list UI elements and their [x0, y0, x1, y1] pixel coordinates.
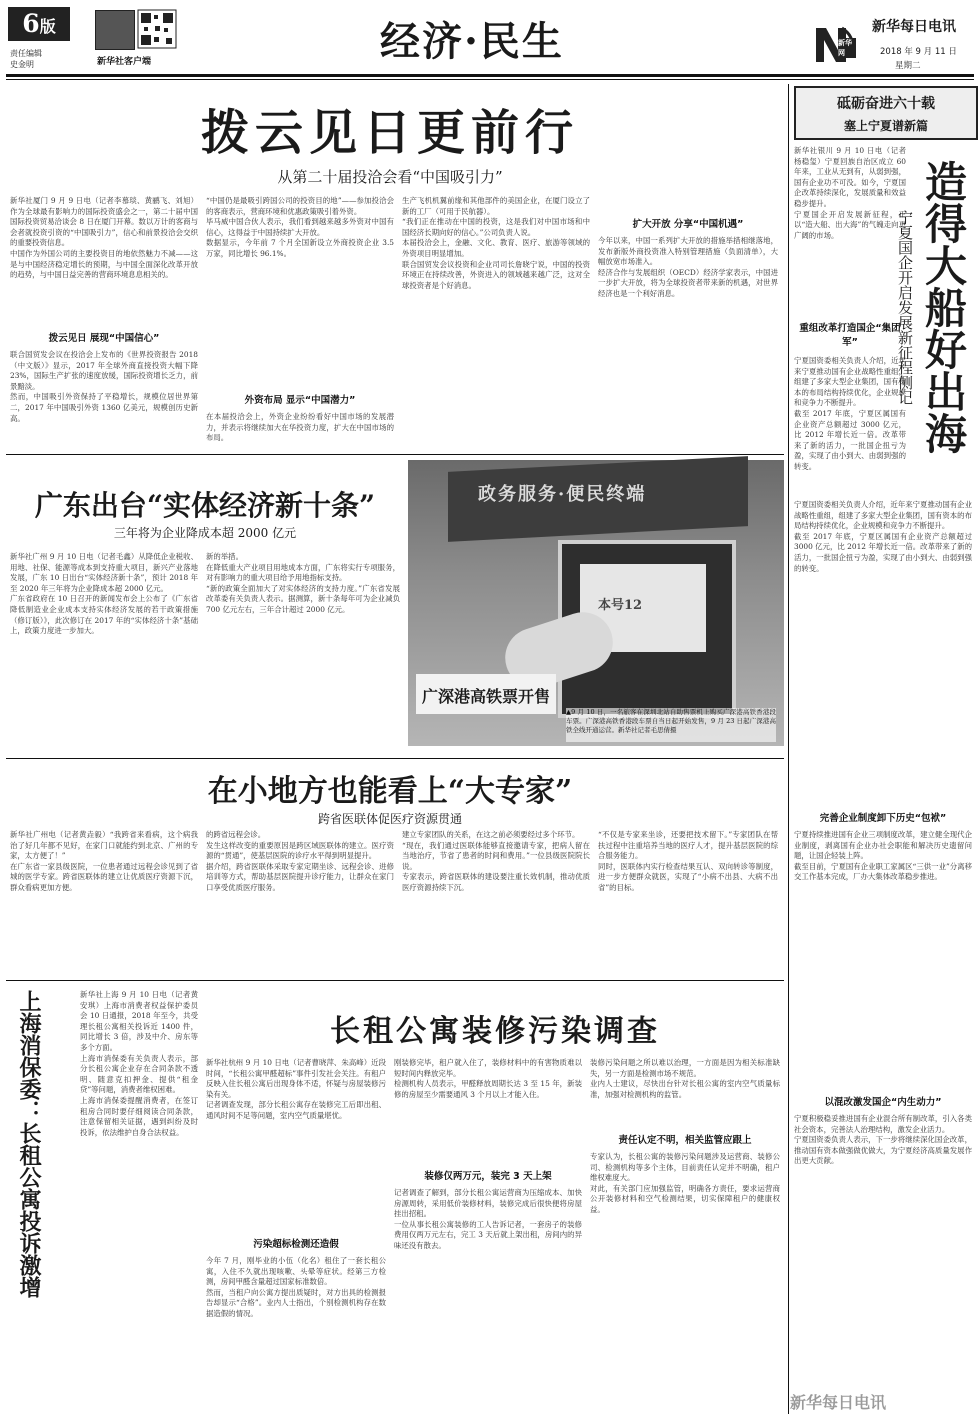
- masthead-rule-thin: [6, 79, 974, 80]
- article4-side-title: 上海消保委：长租公寓投诉激增: [16, 990, 42, 1298]
- photo-caption: ▲9 月 10 日，一名旅客在深圳北站自助售票机上购买广深港高铁香港段车票。广深港高铁香港段车票自当日起开始发售，9 月 23 日起广深港高铁全线开通运营。新华社记者毛思倩摄: [566, 708, 776, 742]
- article3-bottom-rule: [6, 980, 784, 981]
- article3-title: 在小地方也能看上“大专家”: [207, 774, 573, 809]
- page-suffix: 版: [39, 17, 56, 36]
- article1-col4-heading: 扩大开放 分享“中国机遇”: [632, 219, 744, 230]
- section-title: 经济·民生: [380, 18, 564, 65]
- editor-label: 责任编辑: [10, 49, 42, 58]
- article2-col2-text: 新的举措。 在降低重大产业项目用地成本方面，广东将实行专项服务，对有影响力的重大项目给予用地指标支持。 “新的政策全面加大了对实体经济的支持力度。”广东省发展改革委有关负责人表示。据测算，新十条每年可为企业减负 700 亿元左右，三年合计超过 2000 亿元。: [206, 552, 400, 614]
- article4-side-text: 新华社上海 9 月 10 日电（记者黄安琪）上海市消费者权益保护委员会 10 日通报，2018 年至今，共受理长租公寓相关投诉近 1400 件，同比增长 3 倍，涉及中介、房东等多个方面。 上海市消保委有关负责人表示，部分长租公寓企业存在合同条款不透明、随意克扣押金、提供“租金贷”等问题，消费者维权困难。 上海市消保委提醒消费者，在签订租房合同时要仔细阅读合同条款，注意保留相关证据，遇到纠纷及时投诉，依法维护自身合法权益。: [80, 990, 198, 1137]
- article1-col2-heading: 外资布局 显示“中国潜力”: [244, 395, 356, 406]
- client-logo-icon: [95, 10, 135, 50]
- sidebar-intro-text: 新华社银川 9 月 10 日电（记者杨稳玺）宁夏回族自治区成立 60 年来，工业从无到有，从弱到强，国有企业功不可没。如今，宁夏国企改革持续深化，发展质量和效益稳步提升。 宁夏国企开启发展新征程，正以“造大船、出大海”的气魄走向更广阔的市场。: [794, 146, 906, 240]
- kiosk-screen-text: 本号12: [598, 598, 643, 613]
- sidebar-series-sub: 塞上宁夏谱新篇: [843, 119, 928, 133]
- article4-col3b-text: 专家认为，长租公寓的装修污染问题涉及运营商、装修公司、检测机构等多个主体，目前责任认定并不明确，租户维权难度大。 对此，有关部门应加强监管，明确各方责任，要求运营商公开装修材料和空气检测结果，切实保障租户的健康权益。: [590, 1152, 780, 1214]
- article1-col3-text: 生产飞机机翼前缘和其他部件的美国企业，在厦门设立了新的工厂（可用于民航器）。 “我们正在推动在中国的投资，这是我们对中国市场和中国经济长期向好的信心。”公司负责人说。 本届投洽会上，金融、文化、教育、医疗、旅游等领域的外资项目明显增加。 联合国贸发会议投资和企业司司长詹晓宁说，中国的投资环境正在持续改善，外资进入的领域越来越广泛，这对全球投资者是个好消息。: [402, 196, 590, 290]
- client-label: 新华社客户端: [97, 57, 152, 67]
- paper-name: 新华每日电讯: [872, 19, 956, 35]
- article3-subtitle: 跨省医联体促医疗资源贯通: [317, 812, 462, 826]
- news-logo-icon: [812, 22, 856, 66]
- article1-col1-text: 新华社厦门 9 月 9 日电（记者李慕琰、黄鹂飞、刘旭）作为全球最有影响力的国际投资盛会之一，第二十届中国国际投资贸易洽谈会 8 日在厦门开幕。数以万计的客商与会者就投资引资的“中国吸引力”，信心和前景投洽会交织的重要投资信息。 中国作为外国公司的主要投资目的地依然魅力不减——这是与中国经济稳定增长的预期，与中国全面深化改革开放的趋势，与中国日益完善的营商环境息息相关的。: [10, 196, 198, 280]
- page-number: 6: [22, 9, 40, 38]
- article4-col2-heading: 装修仅两万元，装完 3 天上架: [424, 1171, 552, 1182]
- sidebar-text-2: 宁夏持续推进国有企业三项制度改革，建立健全现代企业制度，剥离国有企业办社会职能和解决历史遗留问题，让国企轻装上阵。 截至目前，宁夏国有企业职工家属区“三供一业”分离移交工作基本完成，厂办大集体改革稳步推进。: [794, 830, 972, 882]
- kiosk-sign-text: 政务服务·便民终端: [478, 484, 647, 505]
- issue-date: 2018 年 9 月 11 日: [880, 47, 957, 57]
- qr-code-icon: [138, 10, 176, 48]
- masthead-rule: [6, 74, 974, 77]
- sidebar-text-1b: 宁夏国资委相关负责人介绍，近年来宁夏推动国有企业战略性重组，组建了多家大型企业集团，国有资本的布局结构持续优化，企业规模和竞争力不断提升。 截至 2017 年底，宁夏区属国有企业资产总额超过 3000 亿元，比 2012 年增长近一倍。改革带来了新的活力，一批国企扭亏为盈，实现了由小到大、由弱到强的转变。: [794, 500, 972, 573]
- sidebar-text-3: 宁夏积极稳妥推进国有企业混合所有制改革，引入各类社会资本，完善法人治理结构，激发企业活力。 宁夏国资委负责人表示，下一步将继续深化国企改革，推动国有资本做强做优做大，为宁夏经济高质量发展作出更大贡献。: [794, 1114, 972, 1166]
- article4-col1-heading: 污染超标检测还造假: [253, 1239, 339, 1250]
- sidebar-big-title: 造得大船好出海: [919, 160, 968, 454]
- editor-name: 史金明: [10, 60, 34, 69]
- page-number-box: [8, 7, 70, 41]
- article4-col2-text: 刚装修完毕，租户就入住了，装修材料中的有害物质难以短时间内释放完毕。 检测机构人员表示，甲醛释放周期长达 3 至 15 年，新装修的房屋至少需要通风 3 个月以上才能入住。: [394, 1058, 582, 1099]
- article1-col1b-text: 联合国贸发会议在投洽会上发布的《世界投资报告 2018（中文版）》显示，2017 年全球外商直接投资大幅下降 23%，国际生产扩张的速度放缓，国际投资增长乏力，前景黯淡。 然而，中国吸引外资保持了平稳增长，规模位居世界第二，2017 年中国吸引外资 1360 亿美元，规模创历史新高。: [10, 350, 198, 423]
- sidebar-heading-2: 完善企业制度卸下历史“包袱”: [819, 813, 947, 824]
- sidebar-deck: 宁夏国企开启发展新征程侧记: [896, 210, 914, 405]
- article2-title: 广东出台“实体经济新十条”: [34, 489, 376, 522]
- article3-col1-text: 新华社广州电（记者黄垚毅）“我跨省来看病，这个病我治了好几年都不见好，在家门口就能约到北京、广州的专家，太方便了！” 在广东省一家县级医院，一位患者通过远程会诊见到了省城的医学专家。跨省医联体的建立让优质医疗资源下沉，群众看病更加方便。: [10, 830, 198, 892]
- article2-subtitle: 三年将为企业降成本超 2000 亿元: [113, 526, 297, 540]
- article1-col2b-text: 在本届投洽会上，外资企业纷纷看好中国市场的发展潜力，并表示将继续加大在华投资力度，扩大在中国市场的布局。: [206, 412, 394, 443]
- kiosk-photo: [408, 460, 784, 746]
- article1-col1-heading: 拨云见日 展现“中国信心”: [48, 333, 160, 344]
- article2-col1-text: 新华社广州 9 月 10 日电（记者毛鑫）从降低企业税收、用地、社保、能源等成本到支持重大项目，新兴产业落地发展，广东 10 日出台“实体经济新十条”，预计 2018 年至 2020 年三年将为企业降成本超 2000 亿元。 广东省政府在 10 日召开的新闻发布会上公布了《广东省降低制造业企业成本支持实体经济发展的若干政策措施（修订版）》，此次修订在 2017 年的“实体经济十条”基础上，政策力度进一步加大。: [10, 552, 198, 636]
- issue-weekday: 星期二: [895, 61, 921, 71]
- sidebar-heading-1: 重组改革打造国企“集团军”: [799, 323, 901, 348]
- sidebar-series-box: [794, 86, 978, 140]
- article4-col1b-text: 今年 7 月，刚毕业的小伍（化名）租住了一套长租公寓，入住不久就出现咳嗽、头晕等症状。经第三方检测，房间甲醛含量超过国家标准数倍。 然而，当租户向公寓方提出质疑时，对方出具的检测报告却显示“合格”。业内人士指出，个别检测机构存在数据造假的情况。: [206, 1256, 386, 1318]
- article3-col2-text: 的跨省远程会诊。 发生这样改变的重要原因是跨区域医联体的建立。医疗资源的“贯通”，使基层医院的诊疗水平得到明显提升。 据介绍，跨省医联体采取专家定期坐诊、远程会诊、进修培训等方式，帮助基层医院提升诊疗能力，让群众在家门口享受优质医疗服务。: [206, 830, 394, 892]
- sidebar-heading-3: 以混改激发国企“内生动力”: [824, 1097, 942, 1108]
- article1-col2-text: “中国仍是最吸引跨国公司的投资目的地”——参加投洽会的客商表示，营商环境和优惠政策吸引着外资。 毕马威中国合伙人表示，我们看到越来越多外资对中国有信心，这得益于中国持续扩大开放。 数据显示，今年前 7 个月全国新设立外商投资企业 3.5 万家，同比增长 96.1%。: [206, 196, 394, 258]
- sidebar-series-title: 砥砺奋进六十载: [837, 96, 935, 112]
- article3-col3-text: 建立专家团队的关系，在这之前必须要经过多个环节。 “现在，我们通过医联体能够直接邀请专家，把病人留在当地治疗，节省了患者的时间和费用。”一位县级医院院长说。 专家表示，跨省医联体的建设要注重长效机制，推动优质医疗资源持续下沉。: [402, 830, 590, 892]
- news-logo-text: 新华网: [838, 38, 856, 58]
- article1-subtitle: 从第二十届投洽会看“中国吸引力”: [277, 168, 503, 186]
- article1-title: 拨云见日更前行: [200, 105, 579, 161]
- article4-col3-text: 装修污染问题之所以难以治理，一方面是因为相关标准缺失，另一方面是检测市场不规范。 业内人士建议，尽快出台针对长租公寓的室内空气质量标准，加强对检测机构的监管。: [590, 1058, 780, 1099]
- watermark: 新华每日电讯: [790, 1393, 887, 1412]
- article4-col1-text: 新华社杭州 9 月 10 日电（记者曹晓萍、朱高峰）近段时间，“长租公寓甲醛超标”事件引发社会关注。有租户反映入住长租公寓后出现身体不适，怀疑与房屋装修污染有关。 记者调查发现，部分长租公寓存在装修完工后即出租、通风时间不足等问题，室内空气质量堪忧。: [206, 1058, 386, 1120]
- photo-title: 广深港高铁票开售: [422, 687, 551, 706]
- sidebar-left-rule: [788, 84, 789, 1414]
- article1-bottom-rule: [6, 454, 784, 455]
- article3-col4-text: “不仅是专家来坐诊，还要把技术留下。”专家团队在帮扶过程中注重培养当地的医疗人才，提升基层医院的综合服务能力。 同时，医联体内实行检查结果互认、双向转诊等制度，进一步方便群众就医，实现了“小病不出县、大病不出省”的目标。: [598, 830, 778, 892]
- article4-title: 长租公寓装修污染调查: [330, 1014, 660, 1049]
- article4-col2b-text: 记者调查了解到，部分长租公寓运营商为压缩成本、加快房源周转，采用低价装修材料，装修完成后很快便将房屋挂出招租。 一位从事长租公寓装修的工人告诉记者，一套房子的装修费用仅两万元左右，完工 3 天后就上架出租，房间内的异味还没有散去。: [394, 1188, 582, 1250]
- article2-bottom-rule: [6, 758, 784, 759]
- sidebar-text-1: 宁夏国资委相关负责人介绍，近年来宁夏推动国有企业战略性重组，组建了多家大型企业集团，国有资本的布局结构持续优化，企业规模和竞争力不断提升。 截至 2017 年底，宁夏区属国有企业资产总额超过 3000 亿元，比 2012 年增长近一倍。改革带来了新的活力，一批国企扭亏为盈，实现了由小到大、由弱到强的转变。: [794, 356, 906, 471]
- article1-col4-text: 今年以来，中国一系列扩大开放的措施举措相继落地，发布新版外商投资准入特别管理措施（负面清单），大幅放宽市场准入。 经济合作与发展组织（OECD）经济学家表示，中国进一步扩大开放，将为全球投资者带来新的机遇，对世界经济也是一个利好消息。: [598, 236, 778, 298]
- article4-col3-heading: 责任认定不明，相关监管应跟上: [618, 1135, 752, 1146]
